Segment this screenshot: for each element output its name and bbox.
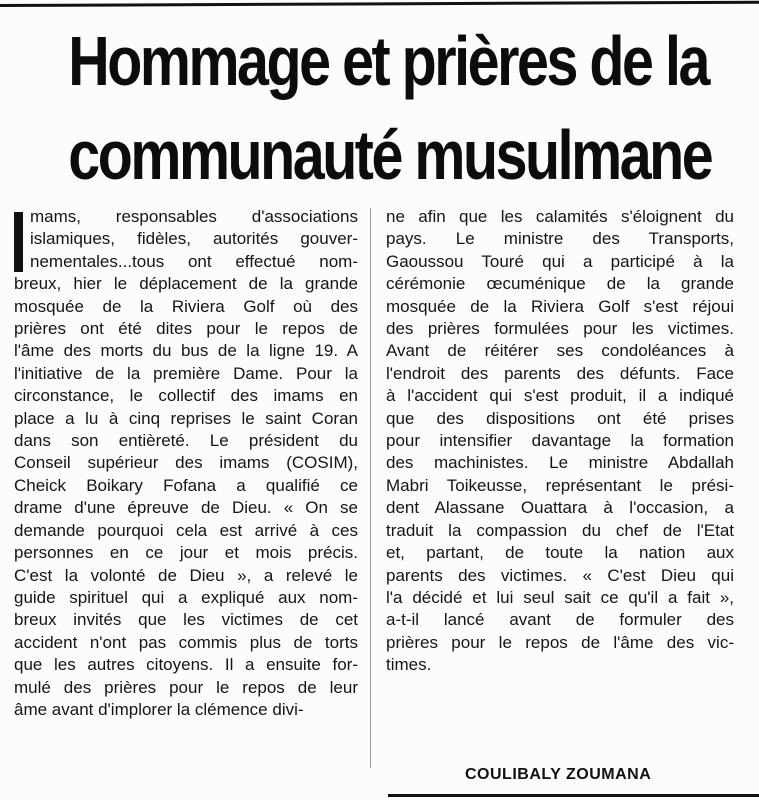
author-byline: COULIBALY ZOUMANA (465, 766, 652, 783)
article-text-line: prières ont été dites pour le repos de (14, 319, 358, 339)
article-text-line: Gaoussou Touré qui a participé à la (386, 251, 734, 271)
article-text-line: l'initiative de la première Dame. Pour la (14, 363, 358, 383)
article-text-line: mams, responsables d'associations (30, 207, 358, 226)
article-text-line: demande pourquoi cela est arrivé à ces (14, 520, 358, 540)
headline-line-1: Hommage et prières de la (68, 22, 708, 100)
column-divider (370, 208, 371, 768)
article-text-line: l'a décidé et lui seul sait ce qu'il a fait », (386, 587, 734, 607)
article-text-line: parents des victimes. « C'est Dieu qui (386, 565, 734, 585)
bottom-border-rule (388, 794, 759, 797)
article-text-line: et, partant, de toute la nation aux (386, 543, 734, 563)
article-headline (68, 14, 712, 202)
article-text-line: circonstance, le collectif des imams en (14, 386, 358, 406)
article-text-line: C'est la volonté de Dieu », a relevé le (14, 565, 358, 585)
article-text-line: des prières formulées pour les victimes. (386, 319, 734, 339)
article-column-left (14, 206, 358, 721)
article-text-line: accident n'ont pas commis plus de torts (14, 632, 358, 652)
article-text-line: ne afin que les calamités s'éloignent du (386, 207, 734, 226)
article-text-line: à l'accident qui s'est produit, il a indiqué (386, 386, 734, 406)
article-text-line: cérémonie œcuménique de la grande (386, 274, 734, 294)
article-text-line: place a lu à cinq reprises le saint Coran (14, 408, 358, 428)
article-text-line: âme avant d'implorer la clémence divi- (14, 699, 304, 719)
article-text-line: nementales...tous ont effectué nom- (30, 251, 358, 271)
article-text-line: Avant de réitérer ses condoléances à (386, 341, 734, 361)
article-text-line: breux, hier le déplacement de la grande (14, 274, 358, 294)
article-text-line: prières pour le repos de l'âme des vic- (386, 632, 734, 652)
article-text-line: drame d'une épreuve de Dieu. « On se (14, 498, 358, 518)
article-text-line: dent Alassane Ouattara à l'occasion, a (386, 498, 734, 518)
article-text-line: que les autres citoyens. Il a ensuite for- (14, 655, 358, 675)
article-text-line: islamiques, fidèles, autorités gouver- (30, 229, 358, 249)
headline-line-2: communauté musulmane (68, 116, 712, 194)
article-text-line: Mabri Toikeusse, représentant le prési- (386, 475, 734, 495)
article-text-line: Cheick Boikary Fofana a qualifié ce (14, 475, 358, 495)
article-text-line: l'âme des morts du bus de la ligne 19. A (14, 341, 358, 361)
article-text-line: que des dispositions ont été prises (386, 408, 734, 428)
article-text-line: mosquée de la Riviera Golf où des (14, 296, 358, 316)
article-text-line: pour intensifier davantage la formation (386, 431, 734, 451)
article-text-line: breux invités que les victimes de cet (14, 610, 358, 630)
article-text-line: mulé des prières pour le repos de leur (14, 677, 358, 697)
article-text-line: pays. Le ministre des Transports, (386, 229, 734, 249)
article-text-line: mosquée de la Riviera Golf s'est réjoui (386, 296, 734, 316)
article-text-line: a-t-il lancé avant de formuler des (386, 610, 734, 630)
top-border-rule (0, 1, 759, 7)
article-text-line: des machinistes. Le ministre Abdallah (386, 453, 734, 473)
article-text-line: guide spirituel qui a expliqué aux nom- (14, 587, 358, 607)
article-text-line: Conseil supérieur des imams (COSIM), (14, 453, 358, 473)
article-text-line: traduit la compassion du chef de l'Etat (386, 520, 734, 540)
article-text-line: personnes en ce jour et mois précis. (14, 543, 358, 563)
article-column-right (386, 206, 734, 677)
article-text-line: times. (386, 655, 432, 675)
article-text-line: dans son entièreté. Le président du (14, 431, 358, 451)
article-text-line: l'endroit des parents des défunts. Face (386, 363, 734, 383)
